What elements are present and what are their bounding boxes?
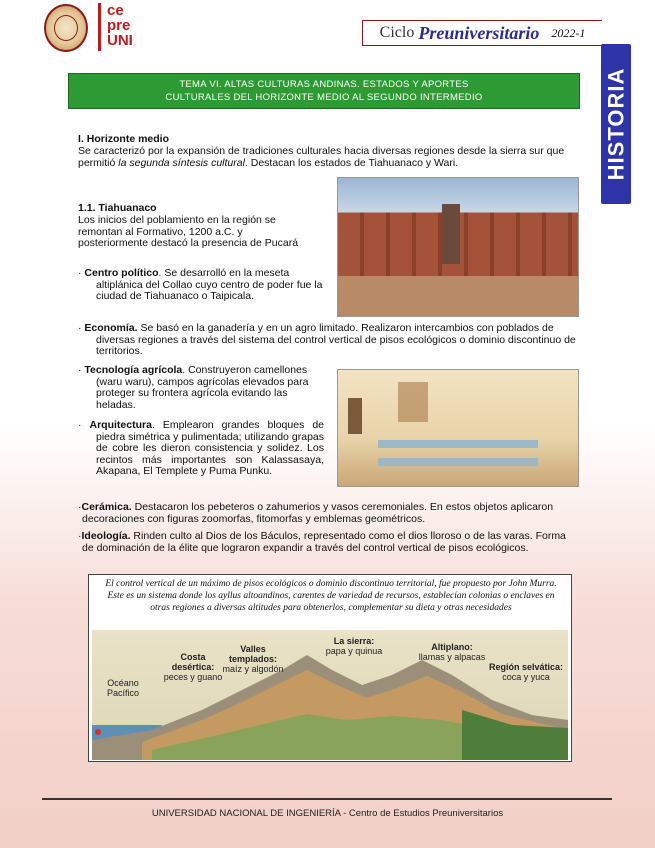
diagram-label: Altiplano: llamas y alpacas	[418, 642, 486, 662]
diagram-label: Valles templados: maíz y algodón	[222, 644, 284, 674]
ecological-floors-diagram	[92, 630, 568, 760]
diagram-label: La sierra: papa y quinua	[325, 636, 383, 656]
diagram-label: Región selvática: coca y yuca	[488, 662, 564, 682]
waru-waru-illustration	[337, 369, 579, 487]
cycle-label: Ciclo	[379, 24, 415, 41]
list-item: · Tecnología agrícola. Construyeron camellones (waru waru), campos agrícolas elevados para proteger su frontera agrícola evitando las heladas.	[78, 364, 309, 411]
footer-divider	[42, 798, 612, 800]
list-item: ·Ideología. Rinden culto al Dios de los Báculos, representado como el dios lloroso o de las varas. Forma de dominación de la élite que lograron expandir a través del control vertical de pisos ecológicos.	[78, 530, 566, 554]
cycle-name: Preuniversitario	[418, 22, 540, 43]
list-item: · Economía. Se basó en la ganadería y en un agro limitado. Realizaron intercambios con poblados de diversas regiones a través del sistema del control vertical de pisos ecológicos o dominio discontinuo de territorios.	[78, 322, 576, 357]
list-item: ·Cerámica. Destacaron los pebeteros o zahumerios y vasos ceremoniales. En estos objetos aplicaron decoraciones con figuras zoomorfas, fitomorfas y emblemas geométricos.	[78, 501, 554, 525]
section-paragraph: Se caracterizó por la expansión de tradiciones culturales hacia diversas regiones desde la sierra sur que permitió la segunda síntesis cultural. Destacan los estados de Tiahuanaco y Wari.	[78, 145, 565, 169]
list-item: · Centro político. Se desarrolló en la meseta altiplánica del Collao cuyo centro de poder fue la ciudad de Tiahuanaco o Taipicala.	[78, 267, 323, 302]
subsection-intro: Los inicios del poblamiento en la región se remontan al Formativo, 1200 a.C. y posteriormente destacó la presencia de Pucará	[78, 214, 299, 249]
diagram-label: Costa desértica: peces y guano	[163, 652, 223, 682]
list-item: · Arquitectura. Emplearon grandes bloques de piedra simétrica y pulimentada; utilizando grapas de cobre les dieron consistencia y solidez. Los recintos más importantes son Kalassasaya, Akapana, El Templete y Puma Punku.	[78, 419, 324, 477]
subsection-heading: 1.1. Tiahuanaco	[78, 202, 157, 214]
cycle-header	[362, 20, 602, 46]
section-heading: I. Horizonte medio	[78, 133, 170, 145]
topic-title: TEMA VI. ALTAS CULTURAS ANDINAS. ESTADOS Y APORTES CULTURALES DEL HORIZONTE MEDIO AL SEGUNDO INTERMEDIO	[68, 73, 580, 109]
subject-tab: HISTORIA	[601, 44, 631, 204]
diagram-label: Océano Pacífico	[106, 678, 139, 698]
university-seal	[44, 4, 88, 52]
cycle-year: 2022-1	[551, 25, 586, 40]
footer-text: UNIVERSIDAD NACIONAL DE INGENIERÍA - Centro de Estudios Preuniversitarios	[151, 808, 504, 819]
tiahuanaco-photo	[337, 177, 579, 317]
figure-caption: El control vertical de un máximo de pisos ecológicos o dominio discontinuo territorial, fue propuesto por John Murra. Este es un sistema donde los ayllus altoandinos, carentes de variedad de recursos, establecían colonias o enclaves en otras regiones a diversas altitudes para obtenerlos, complementar su dieta y otras necesidades	[105, 579, 557, 613]
cepre-uni-logo: ce pre UNI	[98, 3, 146, 51]
